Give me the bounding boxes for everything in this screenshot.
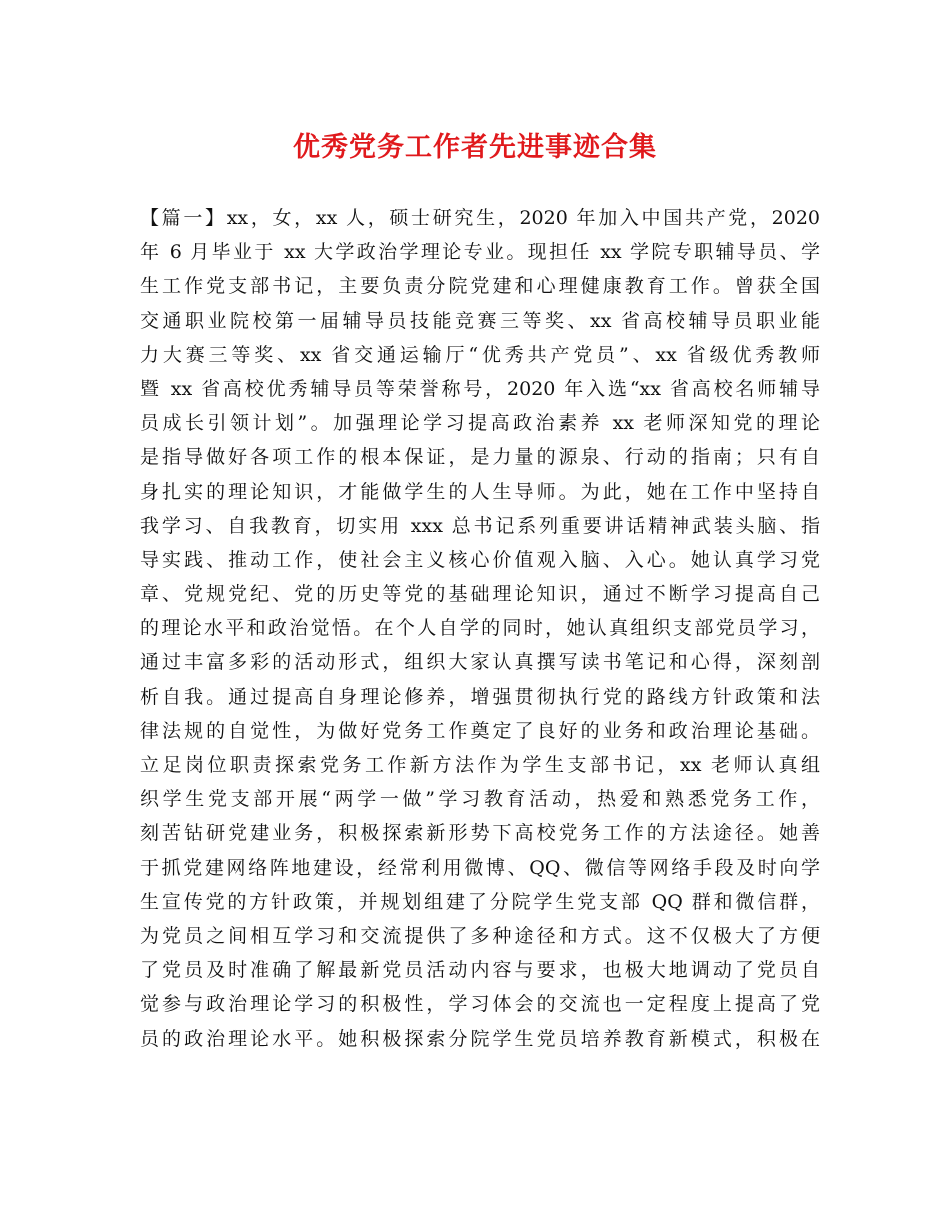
body-line-1: 【篇一】xx，女，xx 人，硕士研究生，2020 年加入中国共产党，2020 [140,207,820,229]
body-line-7: 员成长引领计划”。加强理论学习提高政治素养 xx 老师深知党的理论 [140,412,820,435]
body-line-13: 的理论水平和政治觉悟。在个人自学的同时，她认真组织支部党员学习， [140,617,820,640]
body-line-18: 织学生党支部开展“两学一做”学习教育活动，热爱和熟悉党务工作， [140,788,820,811]
body-line-2: 年 6 月毕业于 xx 大学政治学理论专业。现担任 xx 学院专职辅导员、学 [140,241,820,264]
document-title: 优秀党务工作者先进事迹合集 [293,132,657,163]
body-line-10: 我学习、自我教育，切实用 xxx 总书记系列重要讲话精神武装头脑、指 [140,514,820,537]
body-line-12: 章、党规党纪、党的历史等党的基础理论知识，通过不断学习提高自己 [140,583,820,606]
body-line-15: 析自我。通过提高自身理论修养，增强贯彻执行党的路线方针政策和法 [140,685,820,708]
body-line-19: 刻苦钻研党建业务，积极探索新形势下高校党务工作的方法途径。她善 [140,822,820,845]
body-line-14: 通过丰富多彩的活动形式，组织大家认真撰写读书笔记和心得，深刻剖 [140,651,820,674]
body-line-24: 觉参与政治理论学习的积极性，学习体会的交流也一定程度上提高了党 [140,993,820,1016]
body-line-5: 力大赛三等奖、xx 省交通运输厅“优秀共产党员”、xx 省级优秀教师 [140,343,820,366]
document-body [140,201,820,1056]
body-line-17: 立足岗位职责探索党务工作新方法作为学生支部书记，xx 老师认真组 [140,754,820,776]
body-line-21: 生宣传党的方针政策，并规划组建了分院学生党支部 QQ 群和微信群， [140,890,820,913]
body-line-16: 律法规的自觉性，为做好党务工作奠定了良好的业务和政治理论基础。 [140,719,820,742]
body-line-8: 是指导做好各项工作的根本保证，是力量的源泉、行动的指南；只有自 [140,446,820,469]
body-line-9: 身扎实的理论知识，才能做学生的人生导师。为此，她在工作中坚持自 [140,480,820,503]
body-line-23: 了党员及时准确了解最新党员活动内容与要求，也极大地调动了党员自 [140,959,820,982]
body-line-20: 于抓党建网络阵地建设，经常利用微博、QQ、微信等网络手段及时向学 [140,856,820,879]
body-line-6: 暨 xx 省高校优秀辅导员等荣誉称号，2020 年入选“xx 省高校名师辅导 [140,377,820,400]
body-line-22: 为党员之间相互学习和交流提供了多种途径和方式。这不仅极大了方便 [140,924,820,947]
body-line-3: 生工作党支部书记，主要负责分院党建和心理健康教育工作。曾获全国 [140,275,820,298]
body-line-11: 导实践、推动工作，使社会主义核心价值观入脑、入心。她认真学习党 [140,548,820,571]
body-line-25: 员的政治理论水平。她积极探索分院学生党员培养教育新模式，积极在 [140,1027,820,1050]
body-line-4: 交通职业院校第一届辅导员技能竞赛三等奖、xx 省高校辅导员职业能 [140,309,820,332]
